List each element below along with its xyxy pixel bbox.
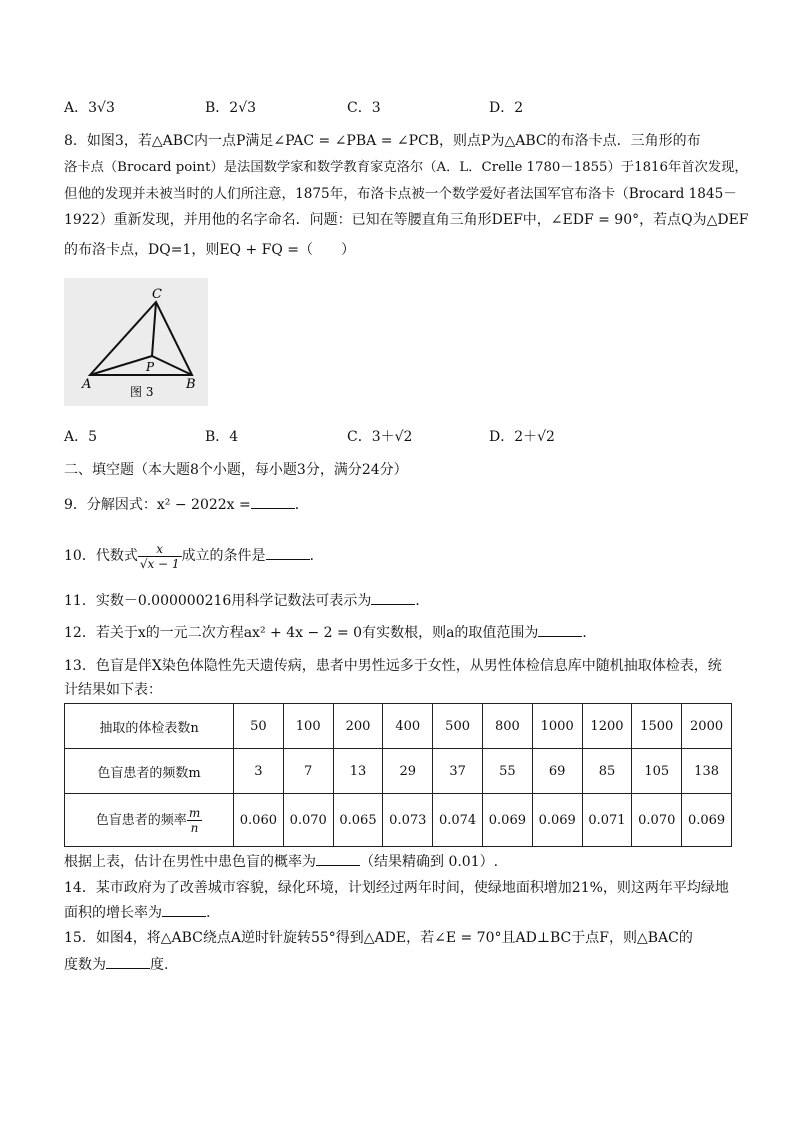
table-cell: 50 [234, 704, 284, 749]
figure-caption: 图 3 [130, 385, 154, 399]
q8-line-2: 洛卡点（Brocard point）是法国数学家和数学教育家克洛尔（A．L．Crelle 1780－1855）于1816年首次发现， [64, 160, 748, 175]
table-cell: 500 [433, 704, 483, 749]
q7-option-c: C．3 [347, 100, 381, 116]
q8-line-1: 8．如图3，若△ABC内一点P满足∠PAC = ∠PBA = ∠PCB，则点P为△ABC的布洛卡点．三角形的布 [64, 133, 701, 149]
table-cell: 0.069 [482, 794, 532, 847]
table-cell: 0.069 [682, 794, 732, 847]
stats-table [64, 703, 732, 847]
q9: 9．分解因式：x² − 2022x = ． [64, 494, 309, 515]
row-label: 色盲患者的频率 $\frac{m}{n}$ [65, 794, 234, 847]
q8-option-c: C．3＋√2 [347, 429, 413, 445]
table-row [65, 749, 732, 794]
table-cell: 0.071 [582, 794, 632, 847]
table-cell: 0.065 [333, 794, 383, 847]
table-cell: 0.069 [532, 794, 582, 847]
table-cell: 0.060 [234, 794, 284, 847]
q8-line-3: 但他的发现并未被当时的人们所注意，1875年，布洛卡点被一个数学爱好者法国军官布洛卡（Brocard 1845－ [64, 186, 737, 202]
table-row [65, 704, 732, 749]
label-p: P [146, 360, 155, 374]
q8-option-d: D．2＋√2 [489, 429, 555, 445]
q8-line-5: 的布洛卡点，DQ=1，则EQ + FQ =（ ） [64, 242, 356, 258]
table-cell: 2000 [682, 704, 732, 749]
q8-option-b: B．4 [205, 429, 239, 445]
q13-blank [316, 851, 360, 866]
q15-line-1: 15．如图4，将△ABC绕点A逆时针旋转55°得到△ADE，若∠E = 70°且AD⊥BC于点F，则△BAC的 [64, 930, 693, 946]
table-cell: 0.070 [283, 794, 333, 847]
table-cell: 29 [383, 749, 433, 794]
q7-option-a: A．3√3 [64, 100, 115, 116]
table-cell: 7 [283, 749, 333, 794]
q13-line-2: 计结果如下表： [64, 682, 162, 698]
table-cell: 55 [482, 749, 532, 794]
row-label: 抽取的体检表数n [65, 704, 234, 749]
q12-blank [538, 622, 582, 637]
table-cell: 1200 [582, 704, 632, 749]
table-cell: 400 [383, 704, 433, 749]
q7-option-b: B．2√3 [205, 100, 257, 116]
q15-blank [106, 954, 150, 969]
table-cell: 800 [482, 704, 532, 749]
section-heading: 二、填空题（本大题8个小题，每小题3分，满分24分） [64, 462, 408, 478]
q7-option-d: D．2 [489, 100, 524, 116]
table-cell: 0.073 [383, 794, 433, 847]
q10-blank [266, 545, 310, 560]
table-cell: 69 [532, 749, 582, 794]
label-b: B [186, 377, 196, 392]
q12: 12．若关于x的一元二次方程ax² + 4x − 2 = 0有实数根，则a的取值范围为 ． [64, 622, 596, 643]
q11: 11．实数－0.000000216用科学记数法可表示为 ． [64, 590, 429, 611]
q9-blank [251, 494, 295, 509]
table-cell: 13 [333, 749, 383, 794]
table-cell: 138 [682, 749, 732, 794]
table-row [65, 794, 732, 847]
q14-line-2: 面积的增长率为 . [64, 902, 210, 923]
q14-line-1: 14．某市政府为了改善城市容貌，绿化环境，计划经过两年时间，使绿地面积增加21%，则这两年平均绿地 [64, 880, 729, 896]
q10: 10．代数式 $\frac{x}{√x - 1}$ 成立的条件是 ． [64, 541, 324, 571]
q14-blank [162, 902, 206, 917]
table-cell: 100 [283, 704, 333, 749]
table-cell: 105 [632, 749, 682, 794]
row-label: 色盲患者的频数m [65, 749, 234, 794]
q13-after: 根据上表，估计在男性中患色盲的概率为 （结果精确到 0.01）. [64, 851, 498, 872]
triangle-figure [64, 278, 208, 406]
table-cell: 0.070 [632, 794, 682, 847]
q8-line-4: 1922）重新发现，并用他的名字命名．问题：已知在等腰直角三角形DEF中，∠EDF = 90°，若点Q为△DEF [64, 212, 749, 228]
figure-3 [64, 278, 208, 406]
label-a: A [82, 377, 92, 392]
table-cell: 85 [582, 749, 632, 794]
table-cell: 3 [234, 749, 284, 794]
q15-line-2: 度数为 度. [64, 954, 168, 975]
q11-blank [371, 590, 415, 605]
table-cell: 0.074 [433, 794, 483, 847]
table-cell: 1500 [632, 704, 682, 749]
label-c: C [152, 287, 162, 302]
table-cell: 1000 [532, 704, 582, 749]
table-cell: 37 [433, 749, 483, 794]
q10-fraction: $\frac{x}{√x - 1}$ [139, 541, 180, 571]
q8-option-a: A．5 [64, 429, 98, 445]
q13-line-1: 13．色盲是伴X染色体隐性先天遗传病，患者中男性远多于女性，从男性体检信息库中随机抽取体检表，统 [64, 658, 722, 674]
table-cell: 200 [333, 704, 383, 749]
